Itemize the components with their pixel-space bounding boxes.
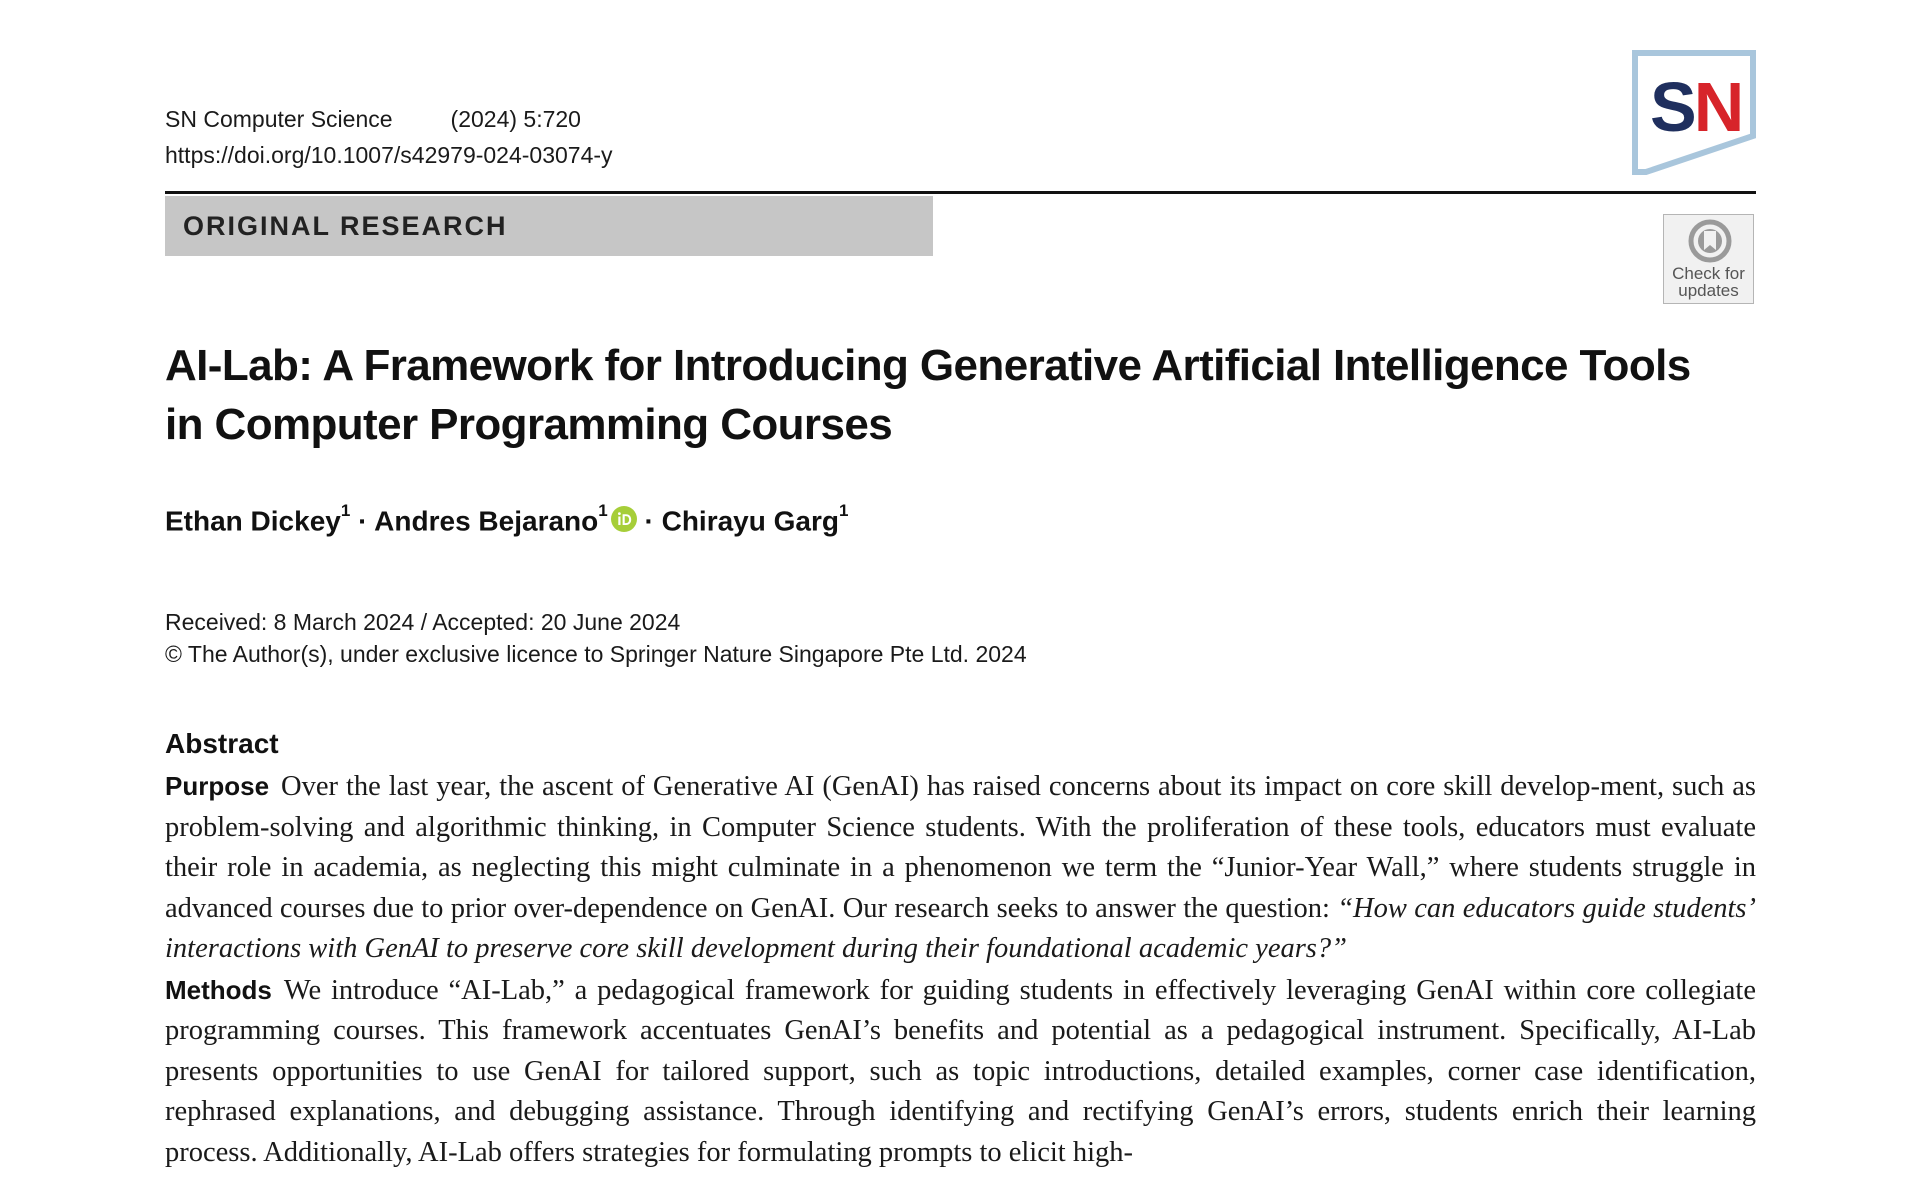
methods-label: Methods (165, 974, 272, 1005)
abstract-methods (165, 970, 1756, 1174)
author-affiliation: 1 (598, 501, 608, 520)
author-name[interactable]: Chirayu Garg (661, 505, 839, 537)
logo-text: SN (1650, 68, 1742, 146)
check-updates-label: Check for updates (1672, 264, 1745, 300)
journal-info (165, 106, 581, 133)
bookmark-icon (1688, 219, 1732, 263)
publication-dates (165, 606, 1027, 670)
author-list: Ethan Dickey$^1$ · Andres Bejarano$^1$ · Chirayu Garg$^1$ (165, 501, 849, 537)
check-for-updates-button[interactable] (1663, 214, 1754, 304)
copyright-notice: © The Author(s), under exclusive licence to Springer Nature Singapore Pte Ltd. 2024 (165, 641, 1027, 667)
research-question: “How can educators guide students’ interactions with GenAI to preserve core skill development during their foundational academic years?” (165, 892, 1757, 964)
author-name[interactable]: Andres Bejarano (374, 505, 599, 537)
orcid-icon[interactable] (611, 506, 637, 532)
methods-text: We introduce “AI-Lab,” a pedagogical framework for guiding students in effectively leveraging GenAI within core collegiate programming courses. This framework accentuates GenAI’s benefits and potential as a pedagogical instrument. Specifically, AI-Lab presents opportunities to use GenAI for tailored support, such as topic introductions, detailed examples, corner case identification, rephrased explanations, and debugging assistance. Through identifying and rectifying GenAI’s errors, students enrich their learning process. Additionally, AI-Lab offers strategies for formulating prompts to elicit high- (165, 974, 1756, 1168)
article-category-bar (165, 196, 933, 256)
author-affiliation: 1 (839, 501, 849, 520)
received-accepted-dates: Received: 8 March 2024 / Accepted: 20 June 2024 (165, 609, 681, 635)
journal-name: SN Computer Science (165, 106, 393, 132)
abstract-heading: Abstract (165, 728, 279, 759)
purpose-text: Over the last year, the ascent of Generative AI (GenAI) has raised concerns about its impact on core skill develop-ment, such as problem-solving and algorithmic thinking, in Computer Science students. With the proliferation of these tools, educators must evaluate their role in academia, as neglecting this might culminate in a phenomenon we term the “Junior-Year Wall,” where students struggle in advanced courses due to prior over-dependence on GenAI. Our research seeks to answer the question: (165, 771, 1756, 924)
sn-journal-logo (1632, 50, 1756, 176)
article-category: ORIGINAL RESEARCH (183, 211, 508, 241)
purpose-label: Purpose (165, 771, 270, 801)
article-title: AI-Lab: A Framework for Introducing Generative Artificial Intelligence Tools in Computer Programming Courses (165, 341, 1691, 449)
doi-link[interactable]: https://doi.org/10.1007/s42979-024-03074-y (165, 142, 613, 168)
author-name[interactable]: Ethan Dickey (165, 505, 341, 537)
abstract-body (165, 766, 1756, 1173)
header-rule (165, 191, 1756, 194)
abstract-purpose (165, 766, 1756, 970)
author-affiliation: 1 (340, 501, 351, 520)
journal-citation: (2024) 5:720 (450, 106, 581, 132)
